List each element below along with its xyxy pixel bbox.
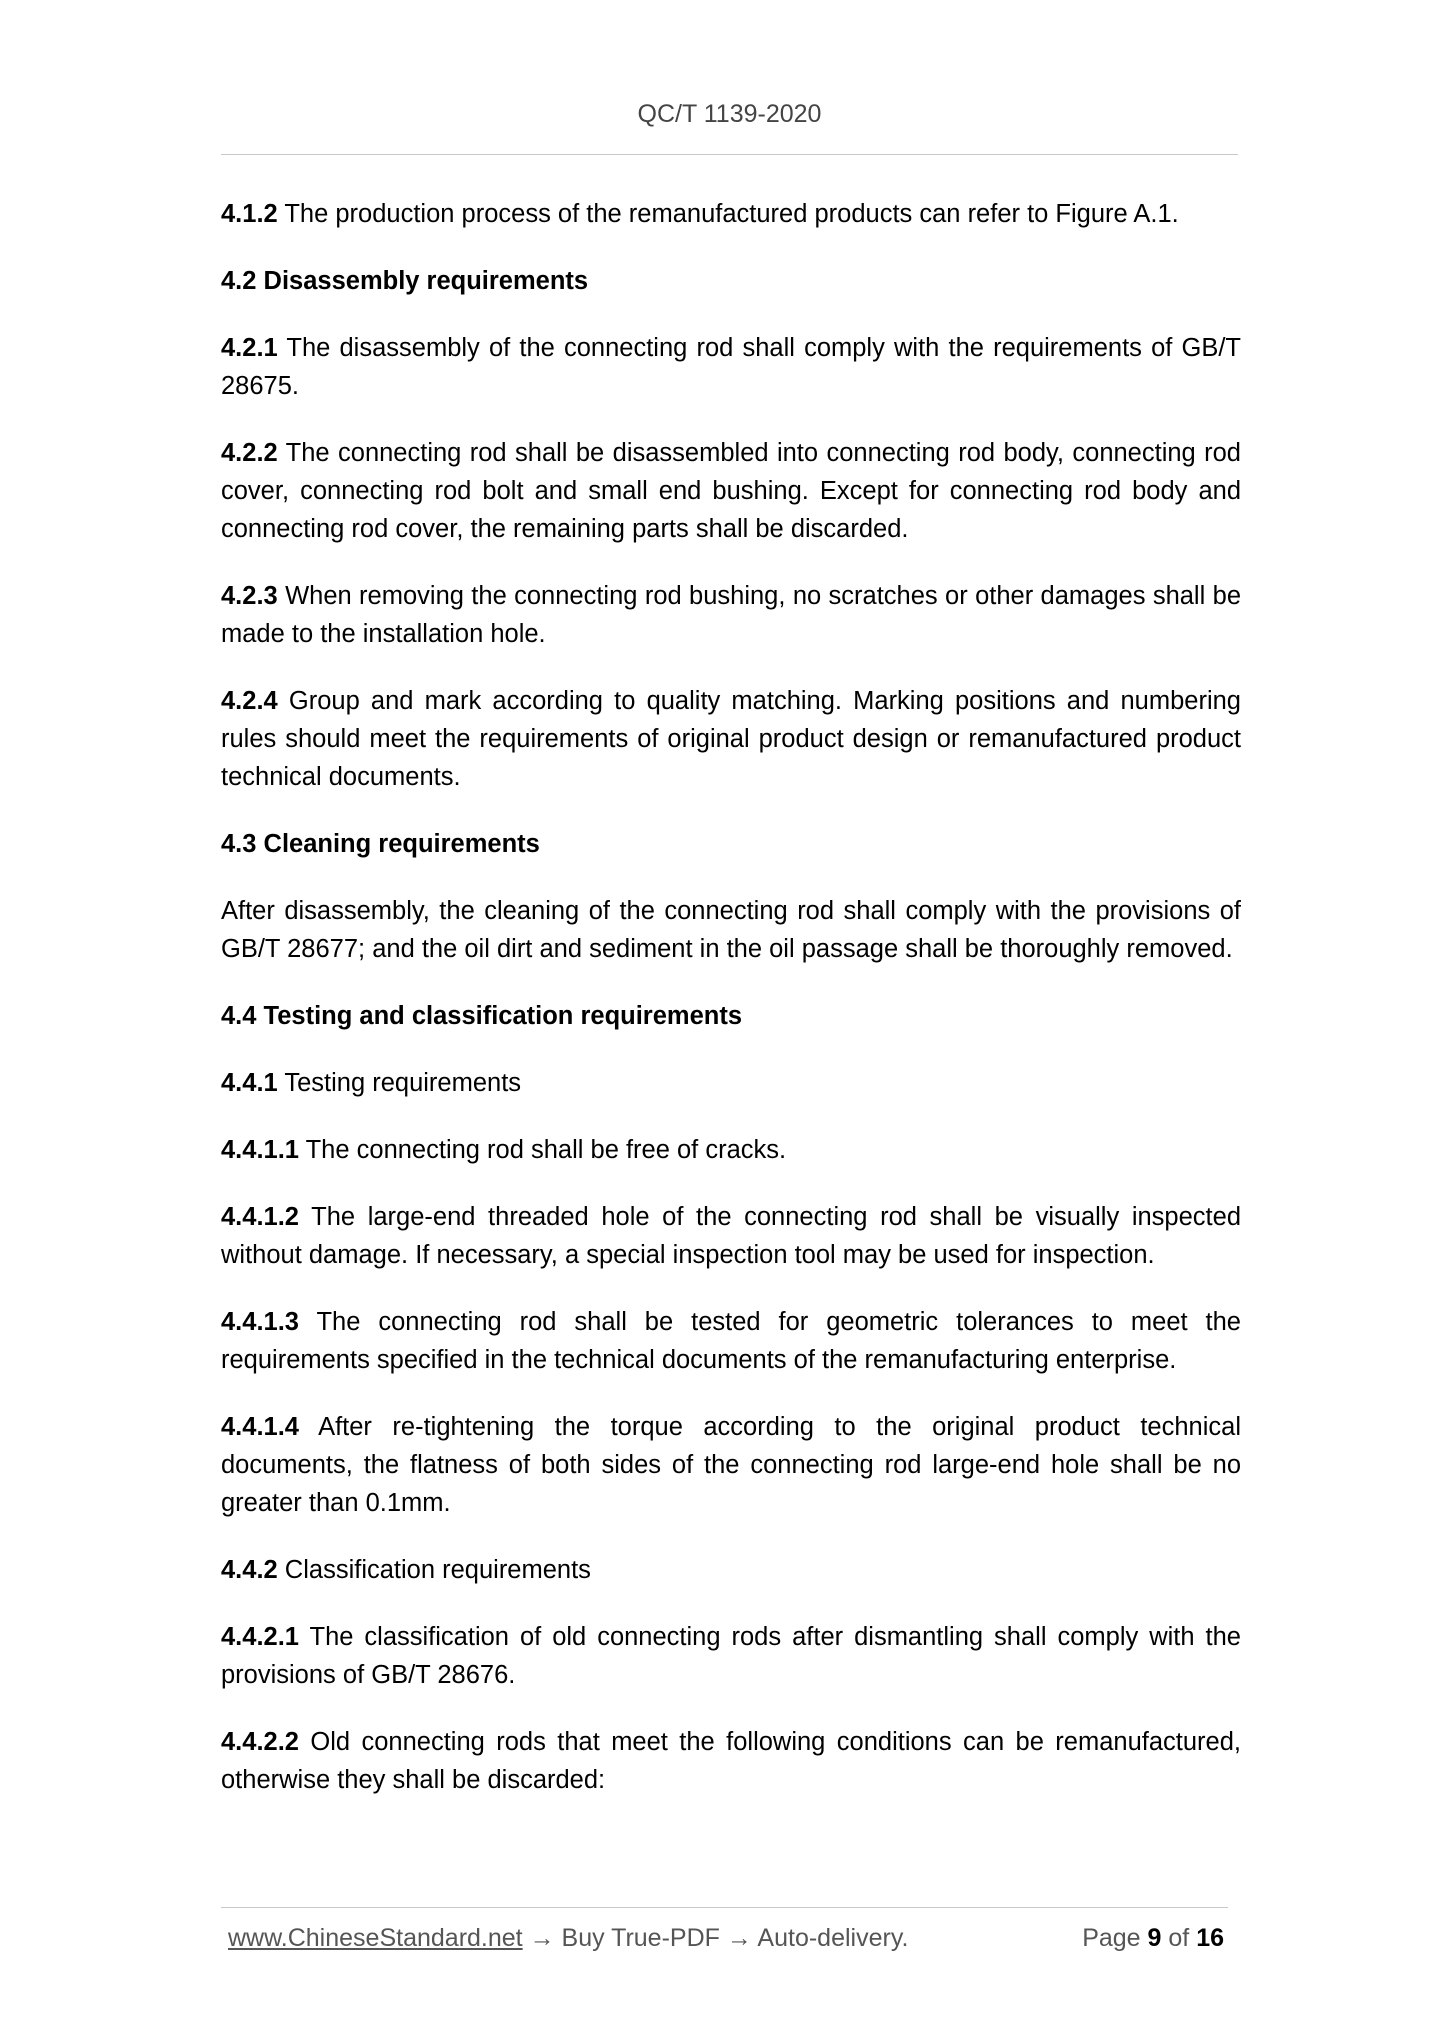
clause-number: 4.4.2.1	[221, 1623, 299, 1651]
clause-4-2-3	[221, 577, 1241, 653]
clause-4-2-2	[221, 434, 1241, 548]
current-page: 9	[1147, 1924, 1162, 1952]
page-footer	[228, 1924, 1228, 1953]
clause-text: The production process of the remanufactured products can refer to Figure A.1.	[277, 200, 1179, 228]
arrow-right-icon: →	[522, 1924, 562, 1952]
footer-divider	[221, 1907, 1228, 1908]
clause-text: Group and mark according to quality matching. Marking positions and numbering rules should meet the requirements of original product design or remanufactured product technical documents.	[221, 687, 1241, 791]
clause-4-4-1-2	[221, 1198, 1241, 1274]
clause-number: 4.4.1.4	[221, 1413, 299, 1441]
clause-4-4-1-3	[221, 1303, 1241, 1379]
clause-4-2-4	[221, 682, 1241, 796]
clause-text: Classification requirements	[277, 1556, 591, 1584]
buy-pdf-text: Buy True-PDF	[561, 1924, 720, 1952]
clause-number: 4.4.2	[221, 1556, 278, 1584]
clause-number: 4.4.1	[221, 1069, 278, 1097]
clause-number: 4.4.1.2	[221, 1203, 299, 1231]
page-of: of	[1161, 1924, 1197, 1952]
clause-text: Old connecting rods that meet the following conditions can be remanufactured, otherwise they shall be discarded:	[221, 1728, 1241, 1794]
clause-4-4-1-1	[221, 1131, 1241, 1169]
clause-text: The disassembly of the connecting rod shall comply with the requirements of GB/T 28675.	[221, 334, 1241, 400]
clause-text: The connecting rod shall be tested for geometric tolerances to meet the requirements specified in the technical documents of the remanufacturing enterprise.	[221, 1308, 1241, 1374]
clause-4-4-2	[221, 1551, 1241, 1589]
clause-number: 4.2.1	[221, 334, 278, 362]
clause-text: The connecting rod shall be free of cracks.	[298, 1136, 787, 1164]
clause-text: After re-tightening the torque according to the original product technical documents, the flatness of both sides of the connecting rod large-end hole shall be no greater than 0.1mm.	[221, 1413, 1241, 1517]
arrow-right-icon: →	[719, 1924, 758, 1952]
clause-number: 4.2.2	[221, 439, 278, 467]
clause-number: 4.4.1.3	[221, 1308, 299, 1336]
cleaning-paragraph: After disassembly, the cleaning of the connecting rod shall comply with the provisions of GB/T 28677; and the oil dirt and sediment in the oil passage shall be thoroughly removed.	[221, 897, 1241, 963]
clause-number: 4.1.2	[221, 200, 278, 228]
document-code-header: QC/T 1139-2020	[637, 100, 822, 128]
total-pages: 16	[1196, 1924, 1224, 1952]
auto-delivery-text: Auto-delivery.	[757, 1924, 909, 1952]
clause-number: 4.2.3	[221, 582, 278, 610]
section-heading-4-3: 4.3 Cleaning requirements	[221, 830, 540, 858]
header-divider	[221, 154, 1238, 155]
section-heading-4-2: 4.2 Disassembly requirements	[221, 267, 589, 295]
page-number	[1082, 1924, 1224, 1953]
clause-number: 4.4.1.1	[221, 1136, 299, 1164]
clause-text: The classification of old connecting rods after dismantling shall comply with the provisions of GB/T 28676.	[221, 1623, 1241, 1689]
document-body	[221, 195, 1241, 1828]
clause-number: 4.2.4	[221, 687, 278, 715]
clause-4-4-2-2	[221, 1723, 1241, 1799]
clause-text: The large-end threaded hole of the connecting rod shall be visually inspected without damage. If necessary, a special inspection tool may be used for inspection.	[221, 1203, 1241, 1269]
clause-text: The connecting rod shall be disassembled into connecting rod body, connecting rod cover, connecting rod bolt and small end bushing. Except for connecting rod body and connecting rod cover, the remaining parts shall be discarded.	[221, 439, 1241, 543]
clause-text: When removing the connecting rod bushing, no scratches or other damages shall be made to the installation hole.	[221, 582, 1241, 648]
clause-4-4-1	[221, 1064, 1241, 1102]
clause-number: 4.4.2.2	[221, 1728, 299, 1756]
section-heading-4-4: 4.4 Testing and classification requirements	[221, 1002, 743, 1030]
page-prefix: Page	[1082, 1924, 1148, 1952]
site-link[interactable]: www.ChineseStandard.net	[228, 1924, 523, 1952]
clause-text: Testing requirements	[277, 1069, 522, 1097]
clause-4-1-2	[221, 195, 1241, 233]
clause-4-4-1-4	[221, 1408, 1241, 1522]
clause-4-4-2-1	[221, 1618, 1241, 1694]
clause-4-2-1	[221, 329, 1241, 405]
